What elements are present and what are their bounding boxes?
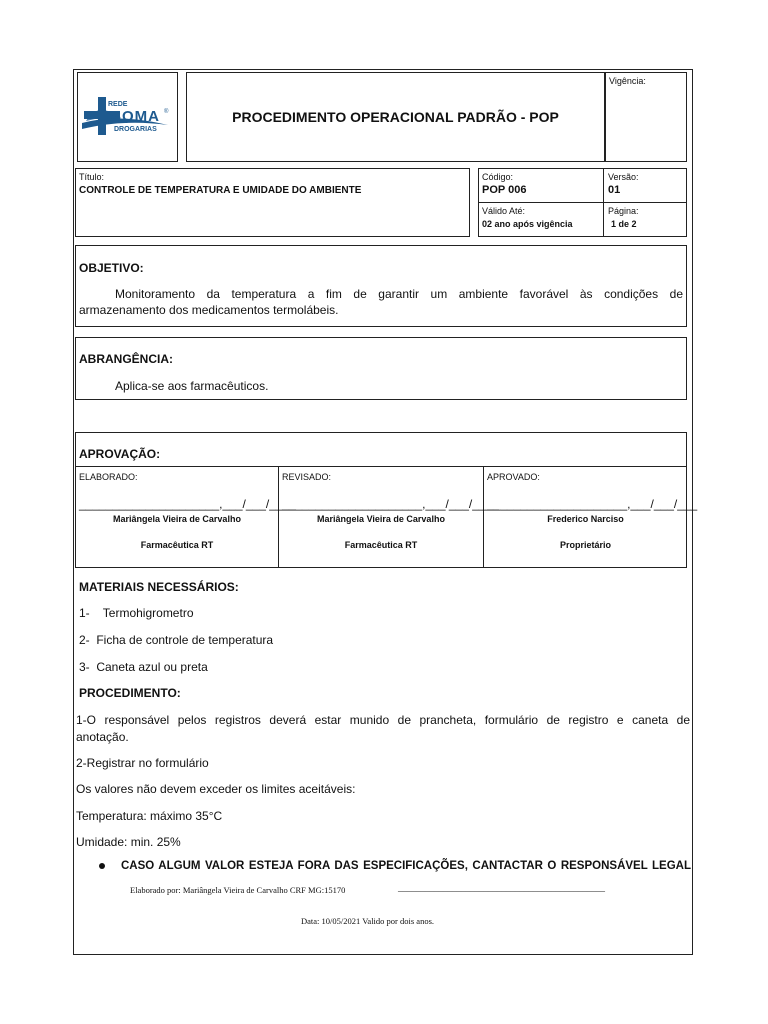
versao-value: 01 bbox=[608, 184, 621, 196]
codigo-value: POP 006 bbox=[482, 184, 527, 196]
elaborado-name: Mariângela Vieira de Carvalho bbox=[113, 514, 241, 524]
valido-label: Válido Até: bbox=[482, 206, 526, 216]
abrangencia-heading: ABRANGÊNCIA: bbox=[79, 352, 173, 366]
codigo-label: Código: bbox=[482, 172, 514, 182]
procedimento-step2: 2-Registrar no formulário bbox=[76, 756, 209, 770]
logo-brand-text: SOMA bbox=[111, 108, 160, 125]
aprovacao-divider bbox=[75, 466, 687, 467]
procedimento-limits: Os valores não devem exceder os limites aceitáveis: bbox=[76, 782, 356, 796]
pagina-label: Página: bbox=[608, 206, 639, 216]
objetivo-text-line1: Monitoramento da temperatura a fim de garantir um ambiente favorável às condições de bbox=[115, 287, 683, 301]
elaborado-label: ELABORADO: bbox=[79, 472, 138, 482]
materiais-item: 2- Ficha de controle de temperatura bbox=[79, 633, 274, 647]
objetivo-text-line2: armazenamento dos medicamentos termolábeis. bbox=[79, 303, 339, 317]
aprovacao-heading: APROVAÇÃO: bbox=[79, 447, 161, 461]
vigencia-label: Vigência: bbox=[609, 76, 646, 86]
revisado-label: REVISADO: bbox=[282, 472, 332, 482]
titulo-cell bbox=[75, 168, 470, 237]
titulo-label: Título: bbox=[79, 172, 105, 182]
titulo-value: CONTROLE DE TEMPERATURA E UMIDADE DO AMBIENTE bbox=[79, 185, 362, 196]
document-title: PROCEDIMENTO OPERACIONAL PADRÃO - POP bbox=[232, 109, 559, 125]
footer-signature-line: ______________________________________________ bbox=[398, 883, 605, 893]
logo-sub-text: DROGARIAS bbox=[114, 126, 157, 133]
elaborado-signature-line: _____________________,___/___/____ bbox=[79, 497, 296, 511]
logo-cell bbox=[77, 72, 178, 162]
aprovado-signature-line: _____________________,___/___/___ bbox=[487, 497, 698, 511]
logo-rede-text: REDE bbox=[108, 101, 128, 108]
aprovado-label: APROVADO: bbox=[487, 472, 540, 482]
procedimento-step1-line2: anotação. bbox=[76, 730, 129, 744]
bullet-icon bbox=[99, 863, 105, 869]
procedimento-heading: PROCEDIMENTO: bbox=[79, 686, 181, 700]
materiais-item: 3- Caneta azul ou preta bbox=[79, 660, 208, 674]
revisado-signature-line: _____________________,___/___/____ bbox=[282, 497, 499, 511]
materiais-item: 1- Termohigrometro bbox=[79, 606, 194, 620]
objetivo-heading: OBJETIVO: bbox=[79, 261, 144, 275]
valido-value: 02 ano após vigência bbox=[482, 219, 573, 229]
logo-registered-mark: ® bbox=[164, 109, 169, 115]
materiais-heading: MATERIAIS NECESSÁRIOS: bbox=[79, 580, 239, 594]
codigo-grid-vdivider bbox=[603, 168, 604, 237]
codigo-grid-divider bbox=[478, 202, 687, 203]
procedimento-umidade: Umidade: min. 25% bbox=[76, 835, 181, 849]
procedimento-temperatura: Temperatura: máximo 35°C bbox=[76, 809, 223, 823]
footer-date: Data: 10/05/2021 Valido por dois anos. bbox=[301, 916, 434, 926]
elaborado-role: Farmacêutica RT bbox=[140, 540, 214, 550]
procedimento-warning: CASO ALGUM VALOR ESTEJA FORA DAS ESPECIFICAÇÕES, CANTACTAR O RESPONSÁVEL LEGAL bbox=[121, 860, 691, 872]
versao-label: Versão: bbox=[608, 172, 639, 182]
procedimento-step1-line1: 1-O responsável pelos registros deverá estar munido de prancheta, formulário de registro e caneta de bbox=[76, 713, 690, 727]
footer-elaborado: Elaborado por: Mariângela Vieira de Carvalho CRF MG:15170 bbox=[130, 885, 346, 895]
pagina-value: 1 de 2 bbox=[611, 219, 637, 229]
abrangencia-text: Aplica-se aos farmacêuticos. bbox=[115, 379, 269, 393]
aprovado-name: Frederico Narciso bbox=[547, 514, 624, 524]
aprovado-role: Proprietário bbox=[559, 540, 611, 550]
revisado-role: Farmacêutica RT bbox=[344, 540, 418, 550]
revisado-name: Mariângela Vieira de Carvalho bbox=[317, 514, 445, 524]
